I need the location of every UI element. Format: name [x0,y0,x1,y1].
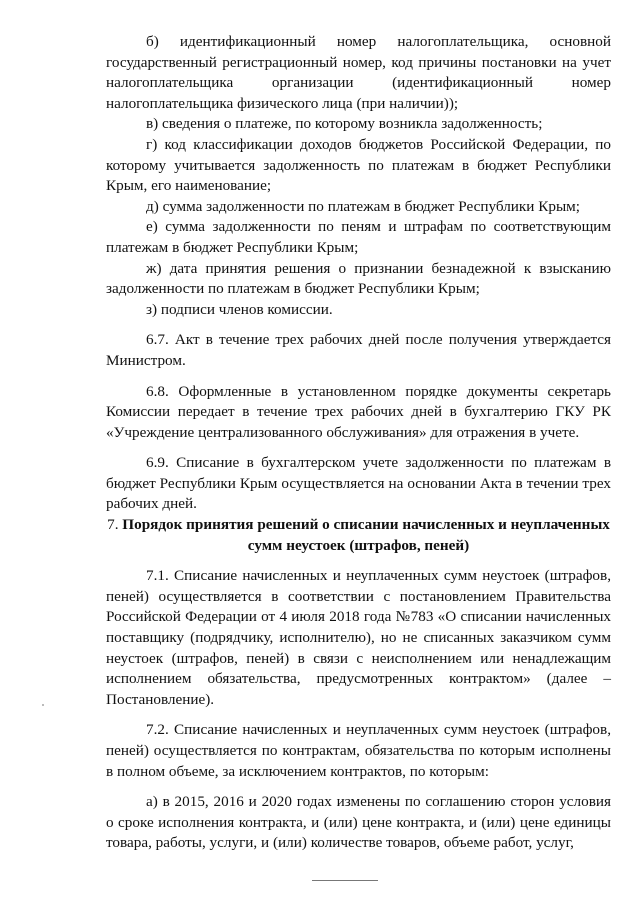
paragraph-6-9: 6.9. Списание в бухгалтерском учете задолженности по платежам в бюджет Республики Крым осуществляется на основании Акта в течении трех рабочих дней. [106,454,611,513]
paragraph-7-2: 7.2. Списание начисленных и неуплаченных сумм неустоек (штрафов, пеней) осуществляется по контрактам, обязательства по которым исполнены в полном объеме, за исключением контрактов, по которым: [106,721,611,780]
list-item-e: е) сумма задолженности по пеням и штрафам по соответствующим платежам в бюджет Республики Крым; [106,218,611,256]
section-7-number: 7. [107,516,119,534]
list-item-d: д) сумма задолженности по платежам в бюджет Республики Крым; [146,197,580,215]
paragraph-7-2-a: а) в 2015, 2016 и 2020 годах изменены по соглашению сторон условия о сроке исполнения контракта, и (или) цене контракта, и (или) цене единицы товара, работы, услуги, и (или) количестве товаров, объеме работ, услуг, [106,793,611,852]
list-item-b: б) идентификационный номер налогоплательщика, основной государственный регистрационный номер, код причины постановки на учет налогоплательщика организации (идентификационный номер налогоплательщика физического лица (при наличии)); [106,33,611,112]
footer-divider [312,880,378,881]
section-7-heading [106,515,611,556]
paragraph-7-1: 7.1. Списание начисленных и неуплаченных сумм неустоек (штрафов, пеней) осуществляется в соответствии с постановлением Правительства Российской Федерации от 4 июля 2018 года №783 «О списании начисленных поставщику (подрядчику, исполнителю), но не списанных заказчиком сумм неустоек (штрафов, пеней) в связи с неисполнением или ненадлежащим исполнением обязательства, предусмотренных контрактом» (далее – Постановление). [106,567,611,708]
section-7-title: Порядок принятия решений о списании начисленных и неуплаченных сумм неустоек (штрафов, пеней) [122,516,610,554]
list-item-z: з) подписи членов комиссии. [146,300,333,318]
document-page [106,32,611,854]
list-item-g: г) код классификации доходов бюджетов Российской Федерации, по которому учитывается задолженность по платежам в бюджет Республики Крым, его наименование; [106,135,611,195]
paragraph-6-7: 6.7. Акт в течение трех рабочих дней после получения утверждается Министром. [106,331,611,369]
paragraph-6-8: 6.8. Оформленные в установленном порядке документы секретарь Комиссии передает в течение трех рабочих дней в бухгалтерию ГКУ РК «Учреждение централизованного обслуживания» для отражения в учете. [106,382,611,441]
scan-artifact [42,704,44,706]
list-item-v: в) сведения о платеже, по которому возникла задолженность; [146,115,543,133]
list-item-zh: ж) дата принятия решения о признании безнадежной к взысканию задолженности по платежам в бюджет Республики Крым; [106,259,611,298]
